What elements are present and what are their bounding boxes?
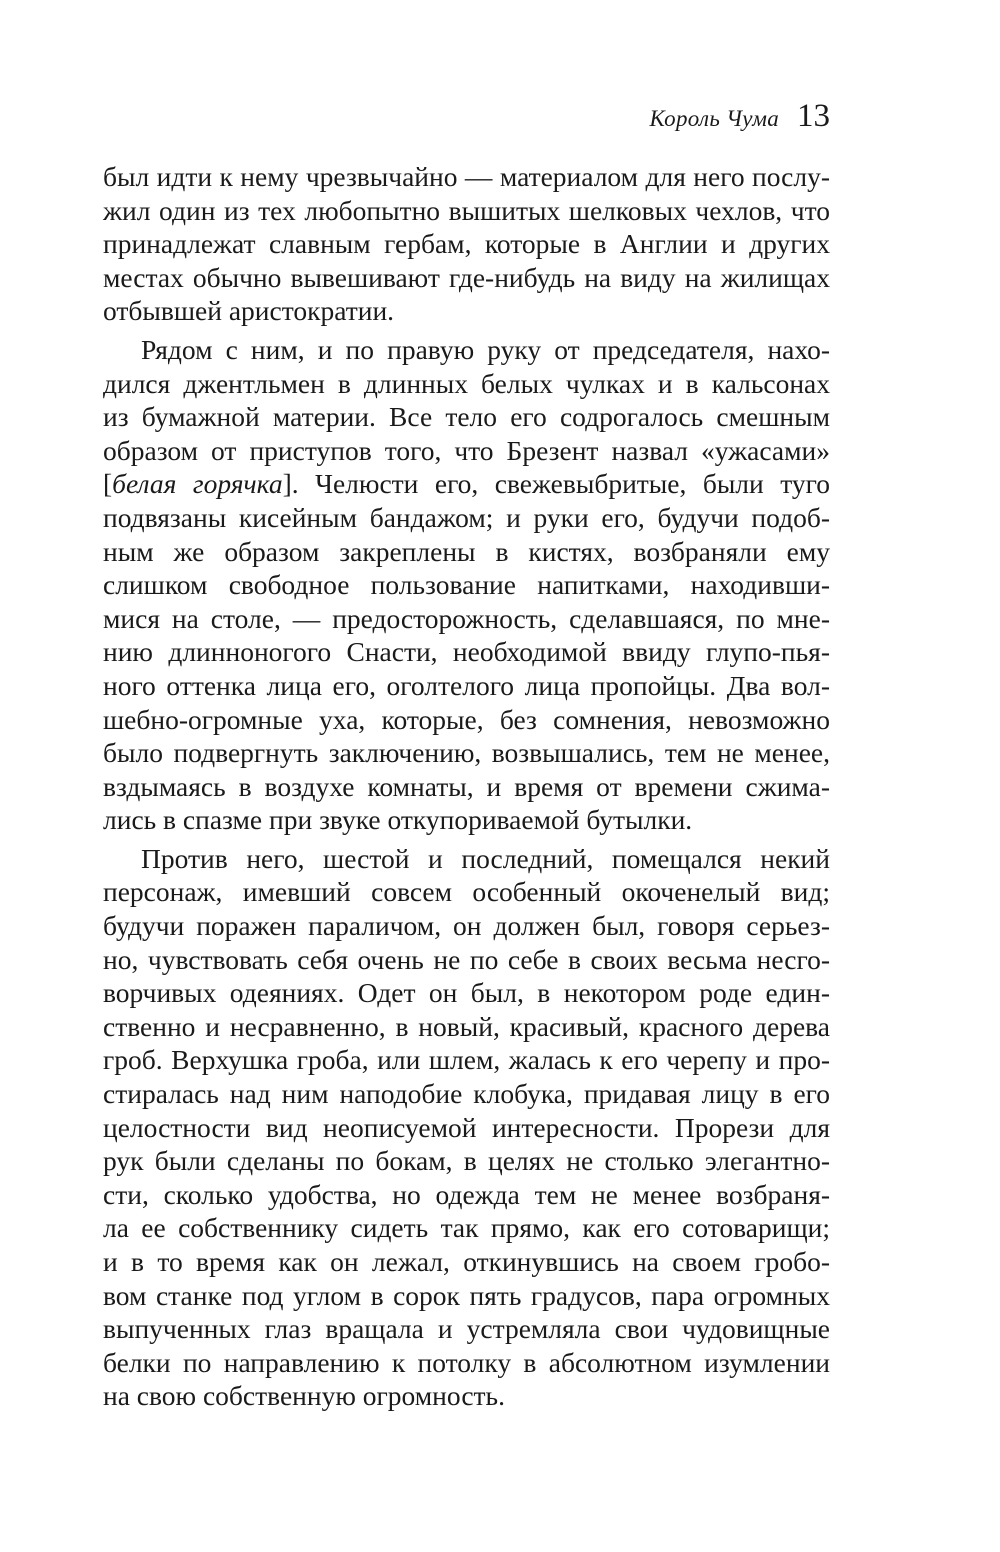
text-line: рук были сделаны по бокам, в целях не столько элегантно- xyxy=(103,1145,830,1177)
text-line: было подвергнуть заключению, возвышались, тем не менее, xyxy=(103,737,830,769)
text-line: ла ее собственнику сидеть так прямо, как его сотоварищи; xyxy=(103,1212,830,1244)
text-line: образом от приступов того, что Брезент назвал «ужасами» xyxy=(103,434,830,466)
text-line: отбывшей аристократии. xyxy=(103,295,395,327)
text-line: Рядом с ним, и по правую руку от председателя, нахо- xyxy=(141,333,830,365)
running-header xyxy=(649,100,830,133)
text-line: персонаж, имевший совсем особенный окоченелый вид; xyxy=(103,876,830,908)
paragraph xyxy=(103,333,830,837)
text-line: сти, сколько удобства, но одежда тем не менее возбраня- xyxy=(103,1178,830,1210)
running-title: Король Чума xyxy=(649,106,779,131)
italic-gloss: белая горячка xyxy=(112,468,283,500)
text-line: ственно и несравненно, в новый, красивый, красного дерева xyxy=(103,1010,830,1042)
text-line: ворчивых одеяниях. Одет он был, в некотором роде един- xyxy=(103,977,830,1009)
text-line: из бумажной материи. Все тело его содрогалось смешным xyxy=(103,401,830,433)
paragraph xyxy=(103,160,830,328)
text-line: подвязаны кисейным бандажом; и руки его, будучи подоб- xyxy=(103,501,830,533)
body-text xyxy=(103,160,830,1418)
text-line: принадлежат славным гербам, которые в Англии и других xyxy=(103,228,830,260)
page-number: 13 xyxy=(797,98,830,134)
text-line: стиралась над ним наподобие клобука, придавая лицу в его xyxy=(103,1078,830,1110)
text-line: нию длинноногого Снасти, необходимой ввиду глупо-пья- xyxy=(103,636,830,668)
text-line: был идти к нему чрезвычайно — материалом для него послу- xyxy=(103,161,830,192)
text-line: шебно-огромные уха, которые, без сомнения, невозможно xyxy=(103,703,830,735)
text-line: будучи поражен параличом, он должен был, говоря серьез- xyxy=(103,910,830,942)
text-line: и в то время как он лежал, откинувшись на своем гробо- xyxy=(103,1246,830,1277)
text-line: вом станке под углом в сорок пять градусов, пара огромных xyxy=(103,1279,830,1311)
text-line: но, чувствовать себя очень не по себе в своих весьма несго- xyxy=(103,943,830,975)
text-line: местах обычно вывешивают где-нибудь на виду на жилищах xyxy=(103,261,830,293)
line-segment: [ xyxy=(103,468,113,500)
text-line: ного оттенка лица его, оголтелого лица пропойцы. Два вол- xyxy=(103,669,830,701)
text-line: выпученных глаз вращала и устремляла свои чудовищные xyxy=(103,1313,830,1345)
text-line: мися на столе, — предосторожность, сделавшаяся, по мне- xyxy=(103,602,830,634)
text-line: целостности вид неописуемой интересности. Прорези для xyxy=(103,1111,830,1143)
text-line: слишком свободное пользование напитками, находивши- xyxy=(103,569,830,601)
text-line: ным же образом закреплены в кистях, возбраняли ему xyxy=(103,535,830,567)
paragraph xyxy=(103,842,830,1413)
text-line: лись в спазме при звуке откупориваемой бутылки. xyxy=(103,804,693,836)
line-segment: ]. Челюсти его, свежевыбритые, были туго xyxy=(282,468,830,500)
text-line: на свою собственную огромность. xyxy=(103,1380,505,1412)
text-line: жил один из тех любопытно вышитых шелковых чехлов, что xyxy=(103,194,830,226)
text-line: белки по направлению к потолку в абсолютном изумлении xyxy=(103,1346,830,1378)
text-line: вздымаясь в воздухе комнаты, и время от времени сжима- xyxy=(103,770,830,802)
text-line: дился джентльмен в длинных белых чулках и в кальсонах xyxy=(103,367,830,399)
text-line: Против него, шестой и последний, помещался некий xyxy=(141,842,830,874)
text-line xyxy=(103,467,830,501)
text-line: гроб. Верхушка гроба, или шлем, жалась к его черепу и про- xyxy=(103,1044,830,1076)
